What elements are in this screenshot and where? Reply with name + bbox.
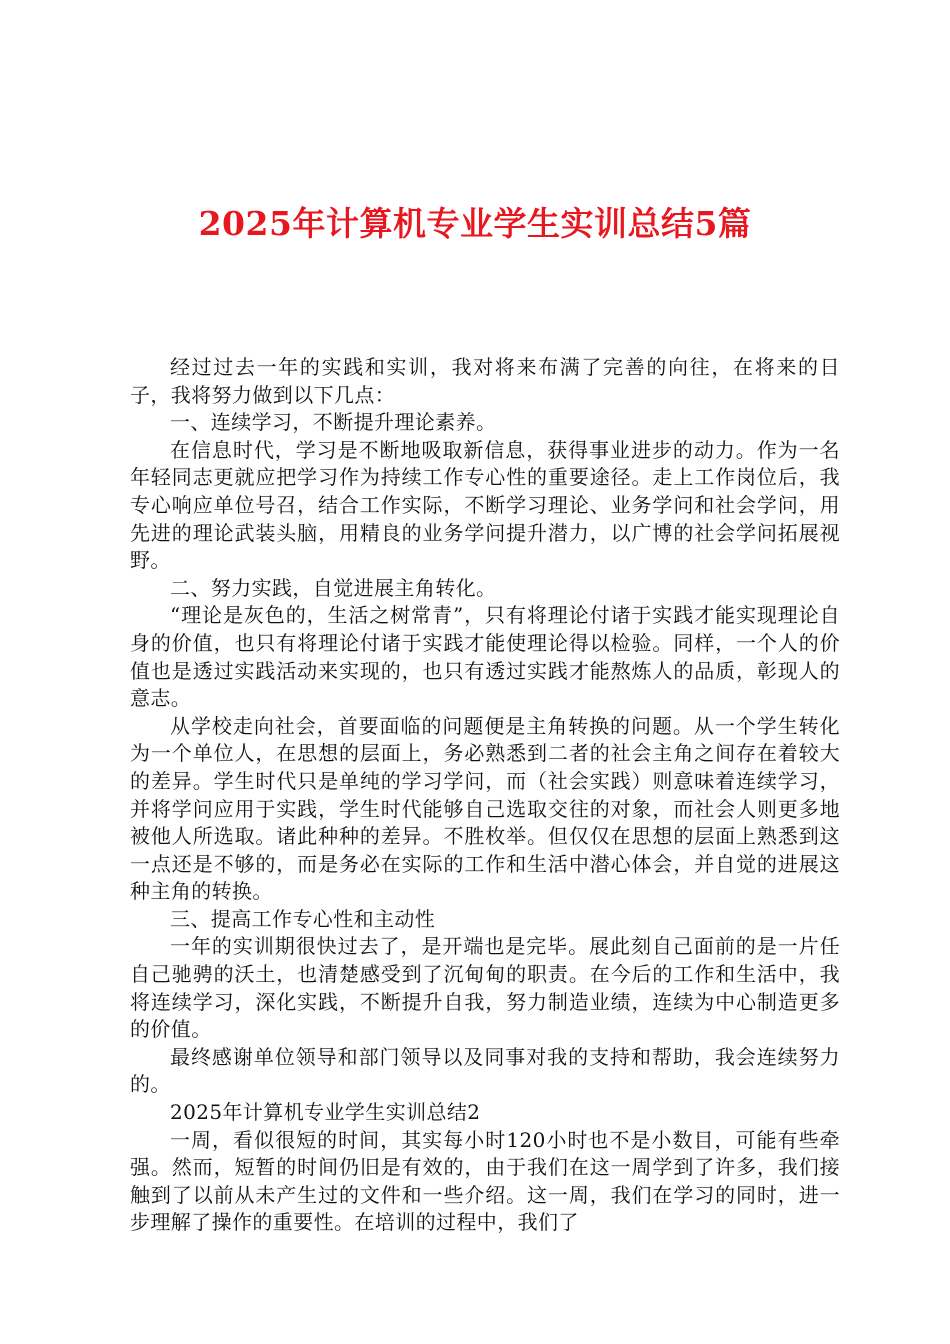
paragraph-intro: 经过过去一年的实践和实训，我对将来布满了完善的向往，在将来的日子，我将努力做到以下几点： [130,355,840,407]
paragraph-thanks: 最终感谢单位领导和部门领导以及同事对我的支持和帮助，我会连续努力的。 [130,1044,840,1097]
paragraph-one-week: 一周，看似很短的时间，其实每小时120小时也不是小数目，可能有些牵强。然而，短暂的时间仍旧是有效的，由于我们在这一周学到了许多，我们接触到了以前从未产生过的文件和一些介绍。这一周，我们在学习的同时，进一步理解了操作的重要性。在培训的过程中，我们了 [130,1127,840,1235]
paragraph-learning: 在信息时代，学习是不断地吸取新信息，获得事业进步的动力。作为一名年轻同志更就应把学习作为持续工作专心性的重要途径。走上工作岗位后，我专心响应单位号召，结合工作实际，不断学习理论、业务学问和社会学问，用先进的理论武装头脑，用精良的业务学问提升潜力，以广博的社会学问拓展视野。 [130,437,840,573]
paragraph-internship-year: 一年的实训期很快过去了，是开端也是完毕。展此刻自己面前的是一片任自己驰骋的沃土，也清楚感受到了沉甸甸的职责。在今后的工作和生活中，我将连续学习，深化实践，不断提升自我，努力制造业绩，连续为中心制造更多的价值。 [130,934,840,1042]
paragraph-theory-practice: “理论是灰色的，生活之树常青”，只有将理论付诸于实践才能实现理论自身的价值，也只有将理论付诸于实践才能使理论得以检验。同样，一个人的价值也是透过实践活动来实现的，也只有透过实践才能熬炼人的品质，彰现人的意志。 [130,603,840,711]
paragraph-role-change: 从学校走向社会，首要面临的问题便是主角转换的问题。从一个学生转化为一个单位人，在思想的层面上，务必熟悉到二者的社会主角之间存在着较大的差异。学生时代只是单纯的学习学问，而（社会实践）则意味着连续学习，并将学问应用于实践，学生时代能够自己选取交往的对象，而社会人则更多地被他人所选取。诸此种种的差异。不胜枚举。但仅仅在思想的层面上熟悉到这一点还是不够的，而是务必在实际的工作和生活中潜心体会，并自觉的进展这种主角的转换。 [130,713,840,904]
document-title: 2025年计算机专业学生实训总结5篇 [198,204,752,243]
section-heading-summary-2: 2025年计算机专业学生实训总结2 [170,1100,481,1125]
section-heading-1: 一、连续学习，不断提升理论素养。 [170,410,497,435]
document-body [130,354,840,1237]
section-heading-3: 三、提高工作专心性和主动性 [170,906,436,931]
section-heading-2: 二、努力实践，自觉进展主角转化。 [170,575,497,600]
